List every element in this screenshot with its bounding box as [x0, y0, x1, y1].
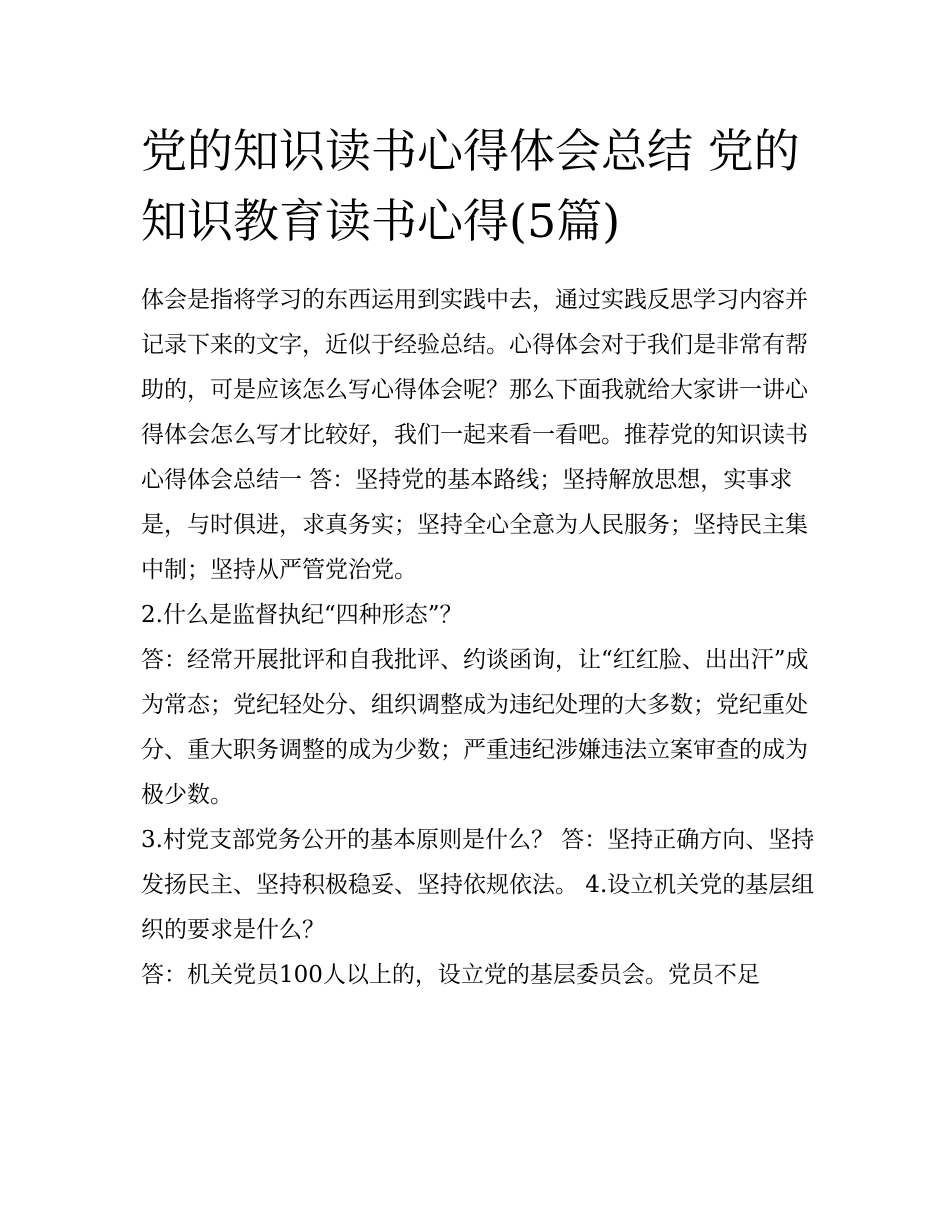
document-body — [141, 278, 816, 998]
paragraph-answer-2: 答：经常开展批评和自我批评、约谈函询，让“红红脸、出出汗”成为常态；党纪轻处分、组织调整成为违纪处理的大多数；党纪重处分、重大职务调整的成为少数；严重违纪涉嫌违法立案审查的成为极少数。 — [141, 647, 809, 808]
paragraph-question-2: 2.什么是监督执纪“四种形态”？ — [141, 602, 463, 628]
paragraph-intro: 体会是指将学习的东西运用到实践中去，通过实践反思学习内容并记录下来的文字，近似于经验总结。心得体会对于我们是非常有帮助的，可是应该怎么写心得体会呢？那么下面我就给大家讲一讲心得体会怎么写才比较好，我们一起来看一看吧。推荐党的知识读书心得体会总结一 答：坚持党的基本路线；坚持解放思想，实事求是，与时俱进，求真务实；坚持全心全意为人民服务；坚持民主集中制；坚持从严管党治党。 — [141, 287, 808, 583]
paragraph-answer-4: 答：机关党员100人以上的，设立党的基层委员会。党员不足 — [141, 962, 760, 988]
paragraph-question-3-4: 3.村党支部党务公开的基本原则是什么？ 答：坚持正确方向、坚持发扬民主、坚持积极稳妥、坚持依规依法。 4.设立机关党的基层组织的要求是什么？ — [141, 827, 815, 943]
document-title: 党的知识读书心得体会总结 党的知识教育读书心得(5篇) — [141, 124, 800, 248]
